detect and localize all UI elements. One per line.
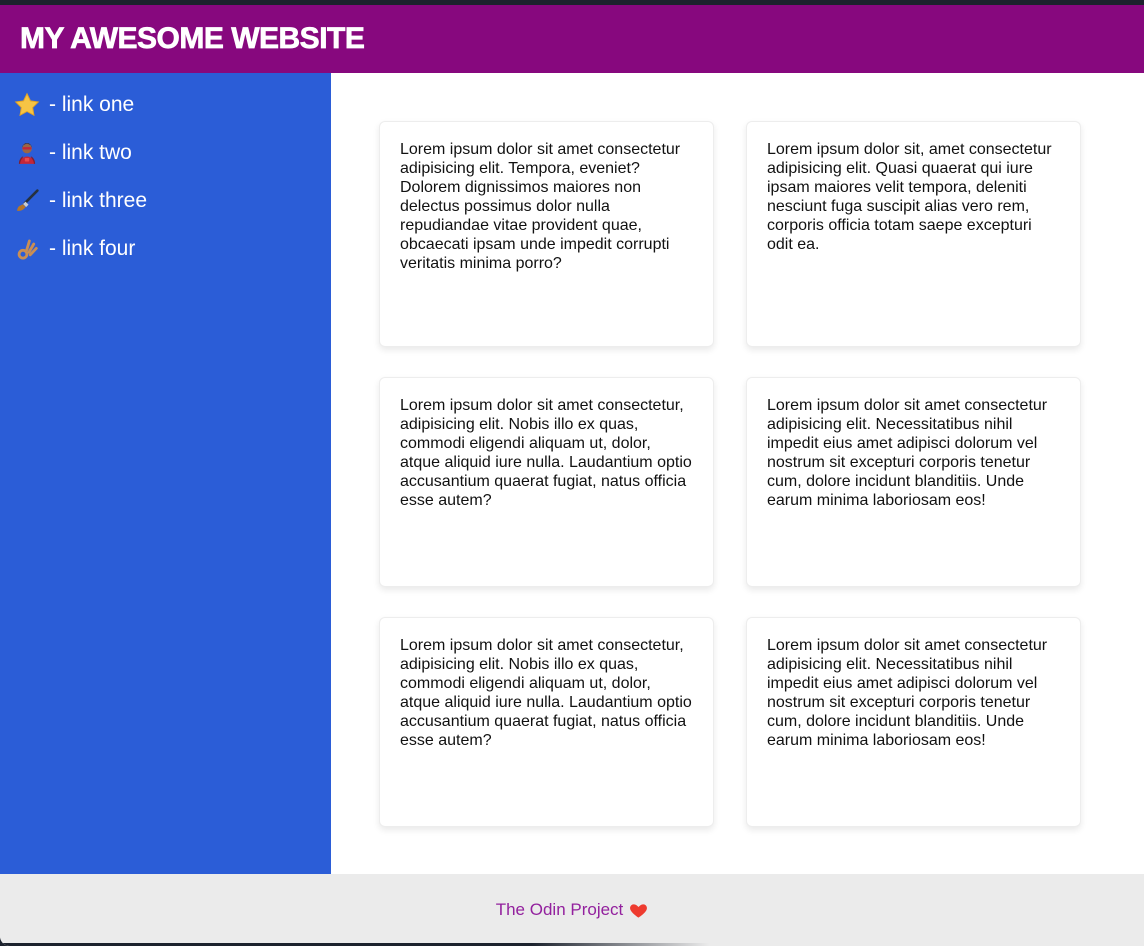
card-grid <box>379 121 1144 827</box>
sidebar-link-four[interactable] <box>14 235 317 263</box>
card <box>746 617 1081 827</box>
card <box>379 121 714 347</box>
footer-link-label: The Odin Project <box>495 900 624 919</box>
browser-page <box>0 5 1144 946</box>
card <box>379 377 714 587</box>
red-heart-icon <box>629 901 648 920</box>
sidebar-link-three[interactable] <box>14 187 317 215</box>
page-footer <box>0 874 1144 946</box>
sidebar-link-label: - link four <box>49 237 136 260</box>
card <box>379 617 714 827</box>
sidebar-link-one[interactable] <box>14 91 317 119</box>
superhero-icon <box>14 140 40 166</box>
page-header <box>0 5 1144 73</box>
paintbrush-icon <box>14 188 40 214</box>
card-text: Lorem ipsum dolor sit amet consectetur adipisicing elit. Necessitatibus nihil impedit eius amet adipisci dolorum vel nostrum sit excepturi corporis tenetur cum, dolore incidunt blanditiis. Unde earum minima laboriosam eos! <box>767 397 1048 509</box>
sidebar-link-two[interactable] <box>14 139 317 167</box>
content-row <box>0 73 1144 874</box>
star-icon <box>14 92 40 118</box>
card <box>746 377 1081 587</box>
card-text: Lorem ipsum dolor sit amet consectetur, adipisicing elit. Nobis illo ex quas, commodi eligendi aliquam ut, dolor, atque aliquid iure nulla. Laudantium optio accusantium quaerat fugiat, natus officia esse autem? <box>400 637 692 749</box>
ok-hand-icon <box>14 236 40 262</box>
card-text: Lorem ipsum dolor sit, amet consectetur adipisicing elit. Quasi quaerat qui iure ipsam maiores velit tempora, deleniti nesciunt fuga suscipit alias vero rem, corporis officia totam saepe excepturi odit ea. <box>767 141 1052 253</box>
footer-link[interactable] <box>496 900 649 920</box>
sidebar-link-label: - link one <box>49 93 135 116</box>
main-content <box>331 73 1144 874</box>
site-title: MY AWESOME WEBSITE <box>20 22 365 55</box>
sidebar-link-label: - link two <box>49 141 132 164</box>
card-text: Lorem ipsum dolor sit amet consectetur, adipisicing elit. Nobis illo ex quas, commodi eligendi aliquam ut, dolor, atque aliquid iure nulla. Laudantium optio accusantium quaerat fugiat, natus officia esse autem? <box>400 397 692 509</box>
card <box>746 121 1081 347</box>
card-text: Lorem ipsum dolor sit amet consectetur adipisicing elit. Tempora, eveniet? Dolorem dignissimos maiores non delectus possimus dolor nulla repudiandae vitae provident quae, obcaecati ipsam unde impedit corrupti veritatis minima porro? <box>400 141 681 272</box>
card-text: Lorem ipsum dolor sit amet consectetur adipisicing elit. Necessitatibus nihil impedit eius amet adipisci dolorum vel nostrum sit excepturi corporis tenetur cum, dolore incidunt blanditiis. Unde earum minima laboriosam eos! <box>767 637 1048 749</box>
sidebar-link-label: - link three <box>49 189 148 212</box>
sidebar <box>0 73 331 874</box>
